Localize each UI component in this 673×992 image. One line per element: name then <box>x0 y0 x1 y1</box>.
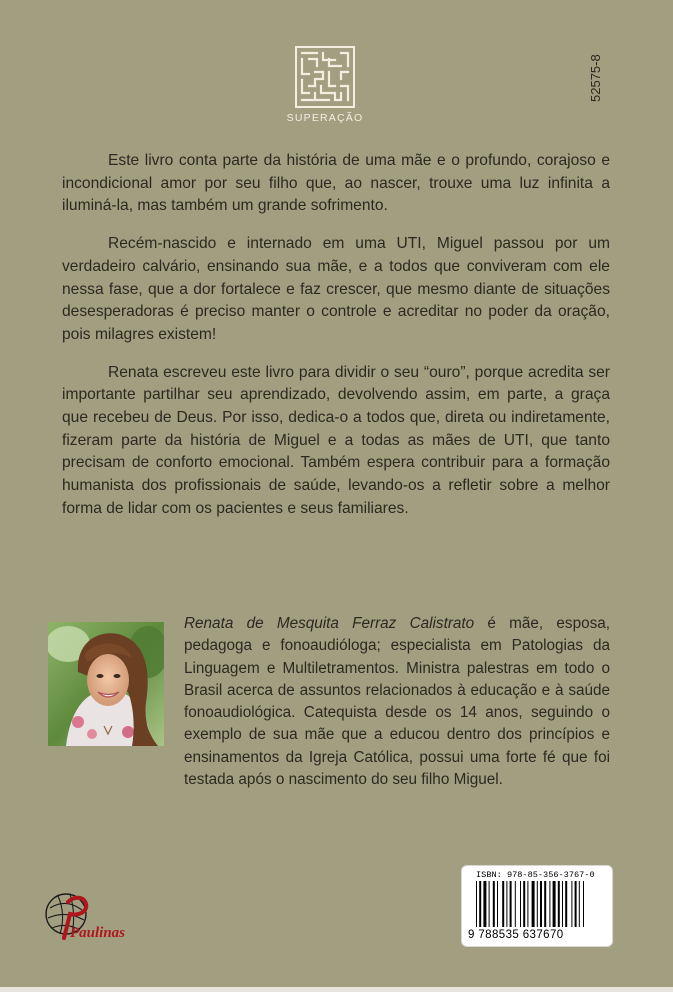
author-photo <box>48 622 164 746</box>
author-bio-text: é mãe, esposa, pedagoga e fonoaudióloga; especialista em Patologias da Linguagem e Multiletramentos. Ministra palestras em todo o Brasil acerca de assuntos relacionados à educação e à saúde fonoaudiológica. Catequista desde os 14 anos, seguindo o exemplo de sua mãe que a educou dentro dos princípios e ensinamentos da Igreja Católica, possui uma forte fé que foi testada após o nascimento do seu filho Miguel. <box>184 615 611 789</box>
author-bio <box>184 613 610 791</box>
synopsis-paragraph: Este livro conta parte da história de uma mãe e o profundo, corajoso e incondicional amor por seu filho que, ao nascer, trouxe uma luz infinita a iluminá-la, mas também um grande sofrimento. <box>62 152 610 215</box>
synopsis <box>62 150 610 536</box>
synopsis-paragraph: Recém-nascido e internado em uma UTI, Miguel passou por um verdadeiro calvário, ensinando sua mãe, e a todos que conviveram com ele nessa fase, que a dor fortalece e faz crescer, que mesmo diante de situações desesperadoras é preciso manter o controle e acreditar no poder da oração, pois milagres existem! <box>62 235 610 343</box>
barcode-digits: 9 788535 637670 <box>468 929 564 941</box>
collection-label: SUPERAÇÃO <box>286 112 364 124</box>
barcode-bars <box>474 881 600 929</box>
barcode <box>461 865 613 947</box>
isbn-label: ISBN: 978-85-356-3767-0 <box>476 870 595 880</box>
publisher-name: Paulinas <box>70 925 126 941</box>
author-name: Renata de Mesquita Ferraz Calistrato <box>184 615 475 632</box>
synopsis-paragraph: Renata escreveu este livro para dividir o seu “ouro”, porque acredita ser importante partilhar seu aprendizado, devolvendo assim, em parte, a graça que recebeu de Deus. Por isso, dedica-o a todos que, direta ou indiretamente, fizeram parte da história de Miguel e a todas as mães de UTI, que tanto precisam de conforto emocional. Também espera contribuir para a formação humanista dos profissionais de saúde, levando-os a refletir sobre a melhor forma de lidar com os pacientes e seus familiares. <box>62 363 610 517</box>
bottom-edge <box>0 987 673 992</box>
labyrinth-logo-icon <box>295 46 355 108</box>
spine-code: 52575-8 <box>588 54 603 102</box>
